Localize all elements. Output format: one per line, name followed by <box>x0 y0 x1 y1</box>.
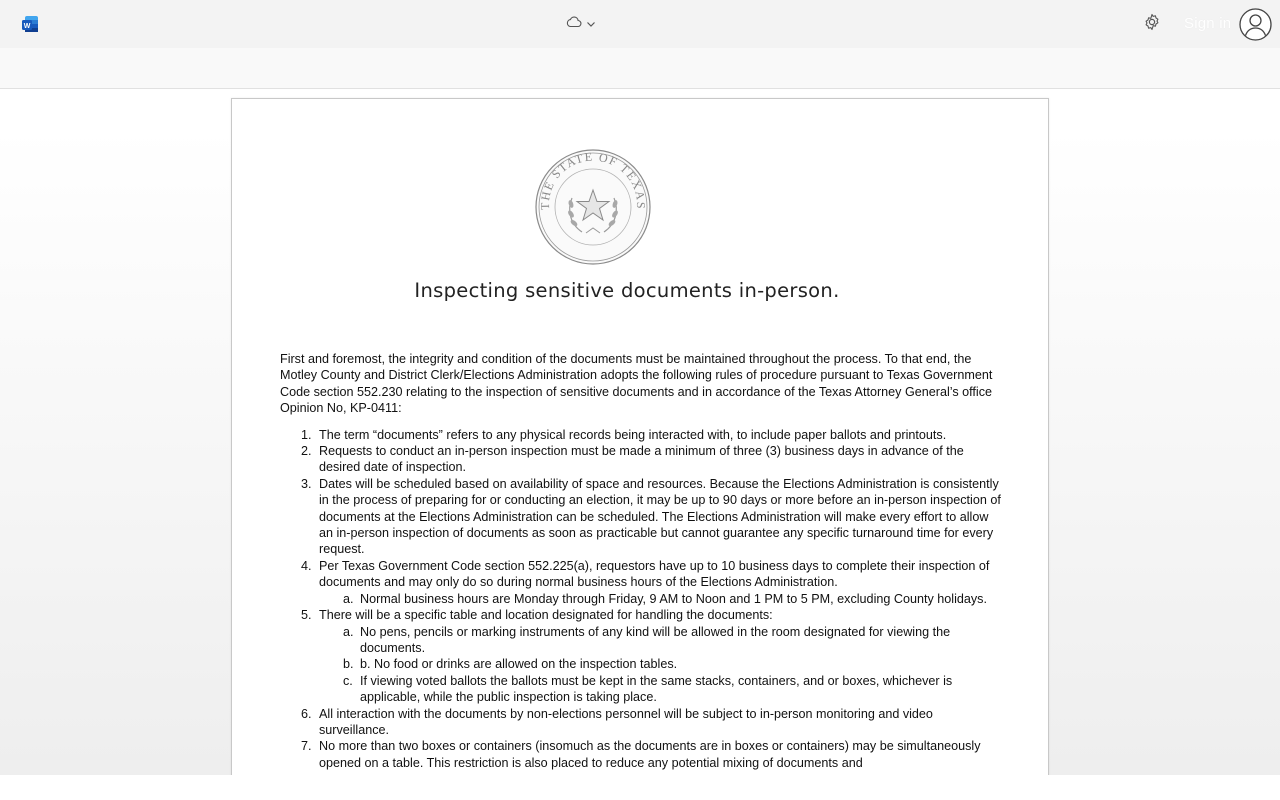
gear-icon <box>1143 13 1161 36</box>
top-bar <box>0 0 1280 48</box>
sub-list-item <box>319 624 1004 657</box>
list-number: 1. <box>301 427 312 442</box>
status-bar <box>0 775 1280 800</box>
list-number: 4. <box>301 558 312 573</box>
list-item-text: The term “documents” refers to any physical records being interacted with, to include paper ballots and printouts. <box>319 427 947 442</box>
ribbon-toolbar <box>0 48 1280 89</box>
sub-list-item-text: No pens, pencils or marking instruments of any kind will be allowed in the room designated for viewing the documents. <box>360 624 951 655</box>
sign-in-link[interactable]: Sign in <box>1184 15 1232 32</box>
list-item-text: All interaction with the documents by non-elections personnel will be subject to in-person monitoring and video surveillance. <box>319 706 933 737</box>
list-item-text: No more than two boxes or containers (insomuch as the documents are in boxes or containers) may be simultaneously opened on a table. This restriction is also placed to reduce any potential mixing of documents and <box>319 739 981 770</box>
list-item <box>280 427 1004 443</box>
document-body <box>280 351 1004 771</box>
list-number: 6. <box>301 706 312 721</box>
settings-button[interactable] <box>1140 12 1164 36</box>
list-item <box>280 443 1004 476</box>
texas-state-seal <box>534 148 652 266</box>
list-item-text: Per Texas Government Code section 552.225(a), requestors have up to 10 business days to complete their inspection of documents and may only do so during normal business hours of the Elections Administration. <box>319 558 990 590</box>
sub-list-letter: b. <box>343 657 354 672</box>
list-item-text: Dates will be scheduled based on availability of space and resources. Because the Elections Administration is consistently in the process of preparing for or conducting an election, it may be up to 90 days or more before an in-person inspection of documents at the Elections Administration can be scheduled. The Elections Administration will make every effort to allow an in-person inspection of documents as soon as practicable but cannot guarantee any specific turnaround time for every request. <box>319 476 1001 557</box>
svg-text:W: W <box>23 23 31 30</box>
document-canvas[interactable] <box>0 89 1280 775</box>
sub-list <box>319 624 1004 706</box>
list-item <box>280 738 1004 771</box>
sub-list-item <box>319 673 1004 706</box>
list-item-text: There will be a specific table and location designated for handling the documents: <box>319 608 773 623</box>
list-item <box>280 558 1004 607</box>
list-item <box>280 607 1004 705</box>
word-app-icon[interactable] <box>21 15 39 33</box>
sub-list-item <box>319 656 1004 672</box>
list-item <box>280 706 1004 739</box>
list-number: 7. <box>301 739 312 754</box>
intro-paragraph: First and foremost, the integrity and condition of the documents must be maintained throughout the process. To that end, the Motley County and District Clerk/Elections Administration adopts the following rules of procedure pursuant to Texas Government Code section 552.230 relating to the inspection of sensitive documents and in accordance of the Texas Attorney General’s office Opinion No, KP-0411: <box>280 352 993 416</box>
sub-list-item-text: Normal business hours are Monday through Friday, 9 AM to Noon and 1 PM to 5 PM, excluding County holidays. <box>360 591 987 606</box>
chevron-down-icon <box>586 15 596 33</box>
document-title: Inspecting sensitive documents in-person. <box>414 279 840 302</box>
cloud-save-status-button[interactable] <box>562 14 606 34</box>
sub-list-item-text: If viewing voted ballots the ballots must be kept in the same stacks, containers, and or boxes, whichever is applicable, while the public inspection is taking place. <box>360 673 953 705</box>
rules-list <box>280 427 1004 772</box>
sub-list-letter: a. <box>343 591 354 606</box>
person-avatar-icon <box>1239 28 1272 45</box>
cloud-icon <box>566 15 582 33</box>
list-number: 2. <box>301 444 312 459</box>
sub-list-item-text: b. No food or drinks are allowed on the inspection tables. <box>360 657 678 672</box>
list-item <box>280 476 1004 558</box>
list-number: 5. <box>301 608 312 623</box>
document-page <box>231 98 1049 775</box>
sub-list <box>319 591 1004 607</box>
sub-list-item <box>319 591 1004 607</box>
list-number: 3. <box>301 476 312 491</box>
account-avatar-button[interactable] <box>1239 8 1272 41</box>
svg-text:THE STATE OF TEXAS: THE STATE OF TEXAS <box>537 149 649 211</box>
list-item-text: Requests to conduct an in-person inspection must be made a minimum of three (3) business days in advance of the desired date of inspection. <box>319 444 964 475</box>
sub-list-letter: c. <box>343 673 353 688</box>
sub-list-letter: a. <box>343 624 354 639</box>
